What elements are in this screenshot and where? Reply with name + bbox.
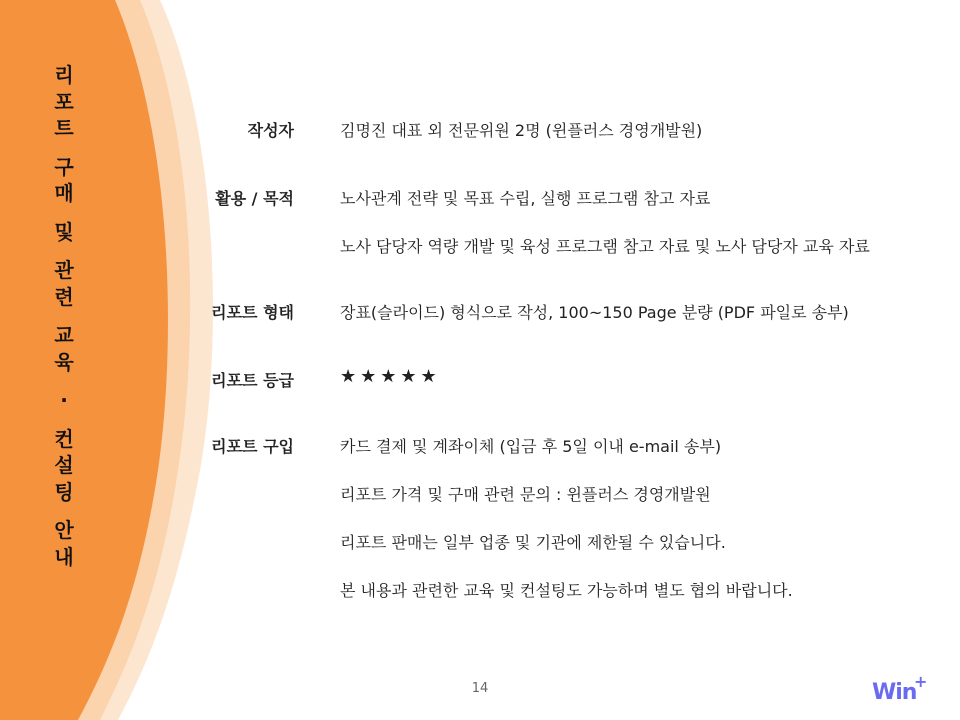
sidebar-title-char: 포 (54, 89, 74, 114)
sidebar-title-char: 련 (54, 284, 74, 309)
sidebar-title-char: 관 (54, 258, 74, 282)
row-label: 작성자 (247, 121, 294, 140)
sidebar-title-char: 매 (54, 181, 74, 205)
logo-plus: + (914, 672, 928, 691)
rating-stars: ★★★★★ (340, 366, 441, 387)
row-text: 장표(슬라이드) 형식으로 작성, 100~150 Page 분량 (PDF 파일로 송부) (340, 303, 849, 322)
sidebar-title-char: 트 (54, 116, 74, 140)
row-text: 노사관계 전략 및 목표 수립, 실행 프로그램 참고 자료 (340, 189, 711, 208)
sidebar-title-char: · (60, 388, 68, 412)
row-text: 리포트 판매는 일부 업종 및 기관에 제한될 수 있습니다. (340, 533, 726, 552)
sidebar-title (44, 62, 84, 570)
logo-text: Win (872, 680, 917, 705)
row-text: 김명진 대표 외 전문위원 2명 (윈플러스 경영개발원) (340, 121, 703, 140)
sidebar-title-char: 리 (54, 63, 74, 87)
sidebar-title-char: 안 (54, 518, 74, 542)
sidebar-title-char: 내 (54, 544, 74, 569)
row-label: 리포트 형태 (211, 303, 294, 322)
row-text: 본 내용과 관련한 교육 및 컨설팅도 가능하며 별도 협의 바랍니다. (340, 581, 793, 600)
row-label: 리포트 등급 (211, 371, 294, 390)
sidebar-title-char: 컨 (54, 426, 74, 451)
row-text: 리포트 가격 및 구매 관련 문의 : 윈플러스 경영개발원 (340, 485, 711, 504)
sidebar-title-char: 교 (54, 323, 74, 347)
row-label: 활용 / 목적 (215, 189, 294, 208)
sidebar-title-char: 구 (54, 154, 74, 179)
page-number: 14 (471, 681, 489, 696)
sidebar-title-char: 육 (54, 349, 74, 374)
sidebar-title-char: 및 (54, 219, 74, 244)
row-label: 리포트 구입 (211, 437, 294, 456)
row-text: 카드 결제 및 계좌이체 (입금 후 5일 이내 e-mail 송부) (340, 437, 722, 456)
company-logo (872, 672, 930, 706)
row-text: 노사 담당자 역량 개발 및 육성 프로그램 참고 자료 및 노사 담당자 교육 자료 (340, 237, 870, 256)
sidebar-title-char: 설 (54, 453, 74, 477)
sidebar-title-char: 팅 (54, 479, 74, 504)
